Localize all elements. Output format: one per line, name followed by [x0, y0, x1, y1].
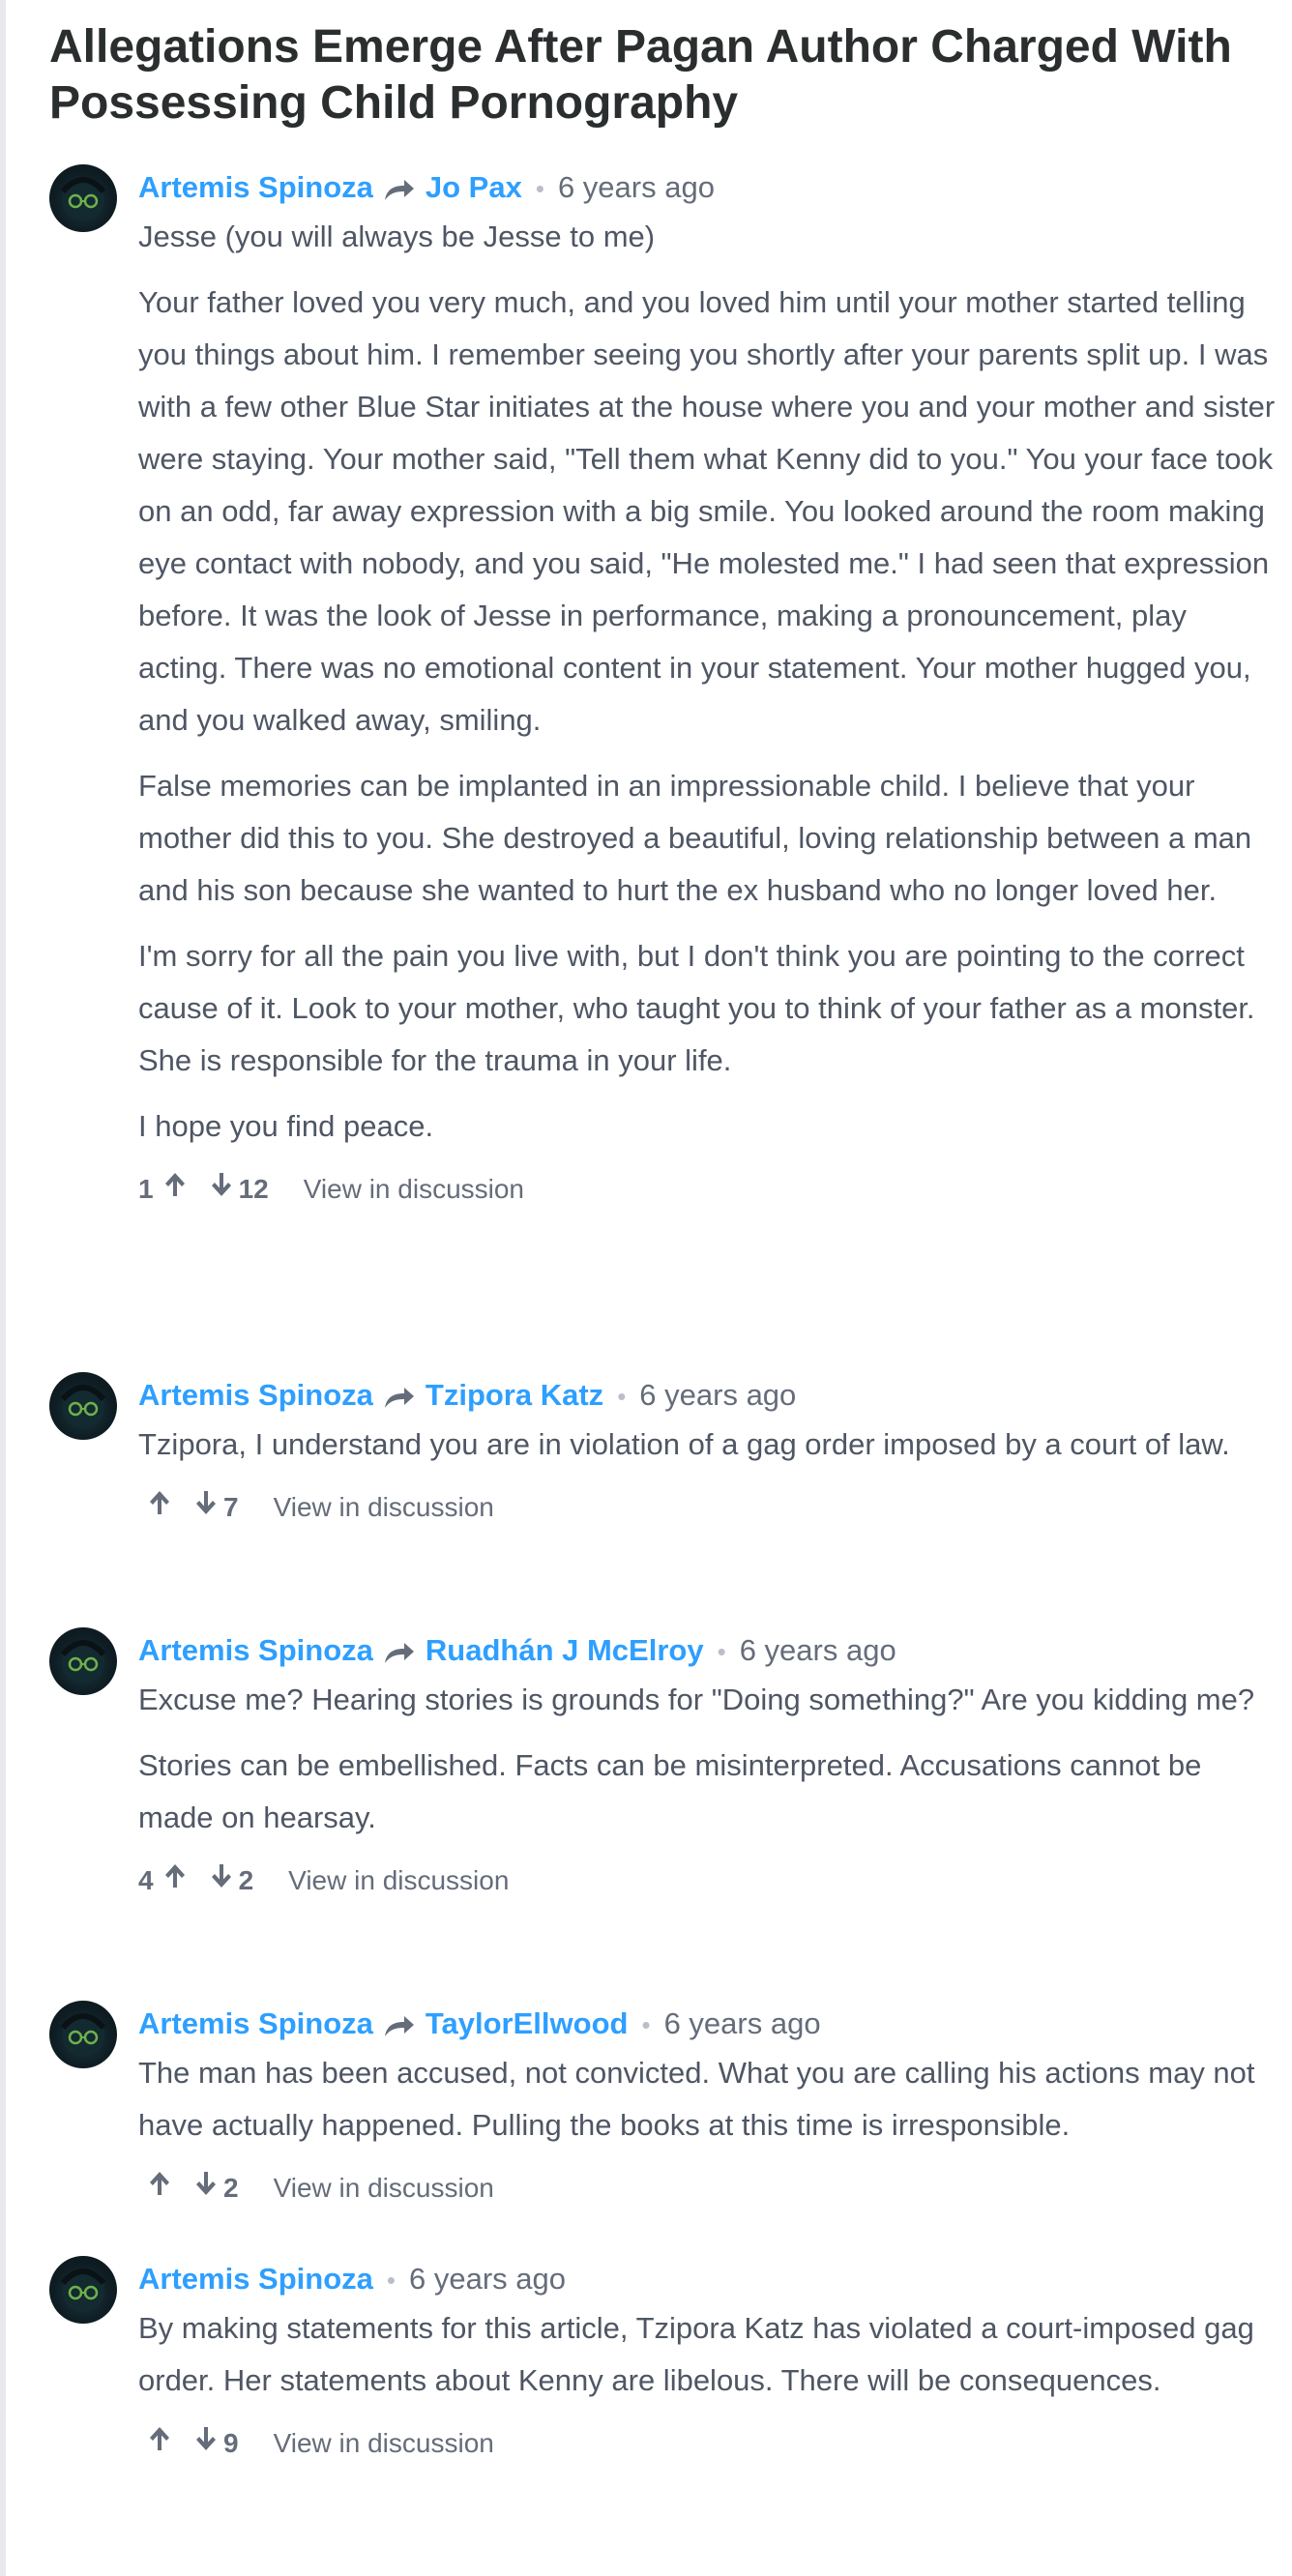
- reply-arrow-icon: [383, 177, 416, 202]
- comment-actions: [138, 2420, 1277, 2463]
- avatar[interactable]: [49, 1372, 117, 1440]
- downvote-count: 9: [223, 2427, 239, 2458]
- reply-arrow-icon: [383, 1640, 416, 1665]
- comment-paragraph: The man has been accused, not convicted. What you are calling his actions may not have actually happened. Pulling the books at this time is irresponsible.: [138, 2056, 1255, 2142]
- upvote-icon[interactable]: [163, 1168, 187, 1211]
- author-link[interactable]: Artemis Spinoza: [138, 2006, 373, 2040]
- timestamp-link[interactable]: 6 years ago: [739, 1633, 896, 1667]
- downvote-icon[interactable]: [194, 2422, 218, 2465]
- downvote-count: 12: [238, 1173, 269, 1204]
- timestamp-link[interactable]: 6 years ago: [663, 2006, 821, 2040]
- reply-arrow-icon: [383, 1385, 416, 1410]
- downvote-icon[interactable]: [194, 2167, 218, 2210]
- comment-paragraph: By making statements for this article, Tzipora Katz has violated a court-imposed gag order. Her statements about Kenny are libelous. There will be consequences.: [138, 2311, 1254, 2397]
- view-in-discussion-link[interactable]: View in discussion: [273, 2172, 494, 2203]
- avatar[interactable]: [49, 2256, 117, 2324]
- comment-text: [138, 1674, 1277, 1844]
- upvote-icon[interactable]: [148, 2167, 171, 2210]
- comment-meta: [138, 2001, 1277, 2047]
- comment-paragraph: I hope you find peace.: [138, 1109, 434, 1143]
- page-title: Allegations Emerge After Pagan Author Charged With Possessing Child Pornography: [49, 21, 1232, 129]
- separator-dot: •: [641, 2010, 651, 2039]
- timestamp-link[interactable]: 6 years ago: [639, 1378, 797, 1412]
- avatar[interactable]: [49, 2001, 117, 2068]
- author-link[interactable]: Artemis Spinoza: [138, 170, 373, 204]
- downvote-count: 2: [223, 2172, 239, 2203]
- comment-meta: [138, 2256, 1277, 2302]
- comment-actions: [138, 2165, 1277, 2208]
- view-in-discussion-link[interactable]: View in discussion: [288, 1864, 510, 1895]
- reply-to-link[interactable]: TaylorEllwood: [425, 2006, 629, 2040]
- author-link[interactable]: Artemis Spinoza: [138, 1378, 373, 1412]
- separator-dot: •: [717, 1637, 726, 1666]
- downvote-icon[interactable]: [210, 1859, 233, 1902]
- upvote-count: 4: [138, 1864, 154, 1895]
- downvote-count: 2: [238, 1864, 254, 1895]
- downvote-icon[interactable]: [210, 1168, 233, 1211]
- separator-dot: •: [386, 2266, 396, 2295]
- separator-dot: •: [535, 174, 544, 203]
- comment-meta: [138, 1627, 1277, 1674]
- comment-paragraph: Jesse (you will always be Jesse to me): [138, 220, 656, 253]
- avatar[interactable]: [49, 164, 117, 232]
- comment-paragraph: Tzipora, I understand you are in violation of a gag order imposed by a court of law.: [138, 1427, 1230, 1461]
- comment-meta: [138, 1372, 1277, 1419]
- comment-text: [138, 2047, 1277, 2152]
- avatar-image: [49, 1372, 117, 1440]
- comment-text: [138, 1419, 1277, 1471]
- avatar-image: [49, 2256, 117, 2324]
- avatar-image: [49, 2001, 117, 2068]
- comment-paragraph: Excuse me? Hearing stories is grounds for "Doing something?" Are you kidding me?: [138, 1683, 1255, 1716]
- view-in-discussion-link[interactable]: View in discussion: [273, 2427, 494, 2458]
- downvote-icon[interactable]: [194, 1486, 218, 1529]
- avatar[interactable]: [49, 1627, 117, 1695]
- comment-actions: [138, 1858, 1277, 1900]
- comment-actions: [138, 1166, 1277, 1209]
- comment-paragraph: Stories can be embellished. Facts can be misinterpreted. Accusations cannot be made on hearsay.: [138, 1748, 1202, 1834]
- view-in-discussion-link[interactable]: View in discussion: [273, 1491, 494, 1522]
- separator-dot: •: [617, 1382, 627, 1411]
- comment-paragraph: False memories can be implanted in an impressionable child. I believe that your mother did this to you. She destroyed a beautiful, loving relationship between a man and his son because she wanted to hurt the ex husband who no longer loved her.: [138, 769, 1252, 907]
- comment-paragraph: I'm sorry for all the pain you live with, but I don't think you are pointing to the correct cause of it. Look to your mother, who taught you to think of your father as a monster. She is responsible for the trauma in your life.: [138, 939, 1255, 1077]
- timestamp-link[interactable]: 6 years ago: [409, 2262, 566, 2296]
- view-in-discussion-link[interactable]: View in discussion: [303, 1173, 524, 1204]
- reply-to-link[interactable]: Tzipora Katz: [425, 1378, 604, 1412]
- comment-actions: [138, 1484, 1277, 1527]
- upvote-icon[interactable]: [163, 1859, 187, 1902]
- upvote-icon[interactable]: [148, 1486, 171, 1529]
- upvote-icon[interactable]: [148, 2422, 171, 2465]
- comment-paragraph: Your father loved you very much, and you loved him until your mother started telling you things about him. I remember seeing you shortly after your parents split up. I was with a few other Blue Star initiates at the house where you and your mother and sister were staying. Your mother said, "Tell them what Kenny did to you." You your face took on an odd, far away expression with a big smile. You looked around the room making eye contact with nobody, and you said, "He molested me." I had seen that expression before. It was the look of Jesse in performance, making a pronouncement, play acting. There was no emotional content in your statement. Your mother hugged you, and you walked away, smiling.: [138, 285, 1276, 737]
- comment-text: [138, 211, 1277, 1153]
- reply-to-link[interactable]: Jo Pax: [425, 170, 522, 204]
- author-link[interactable]: Artemis Spinoza: [138, 1633, 373, 1667]
- avatar-image: [49, 164, 117, 232]
- upvote-count: 1: [138, 1173, 154, 1204]
- comment-text: [138, 2302, 1277, 2407]
- avatar-image: [49, 1627, 117, 1695]
- reply-to-link[interactable]: Ruadhán J McElroy: [425, 1633, 704, 1667]
- downvote-count: 7: [223, 1491, 239, 1522]
- timestamp-link[interactable]: 6 years ago: [557, 170, 715, 204]
- author-link[interactable]: Artemis Spinoza: [138, 2262, 373, 2296]
- reply-arrow-icon: [383, 2013, 416, 2038]
- comment-meta: [138, 164, 1277, 211]
